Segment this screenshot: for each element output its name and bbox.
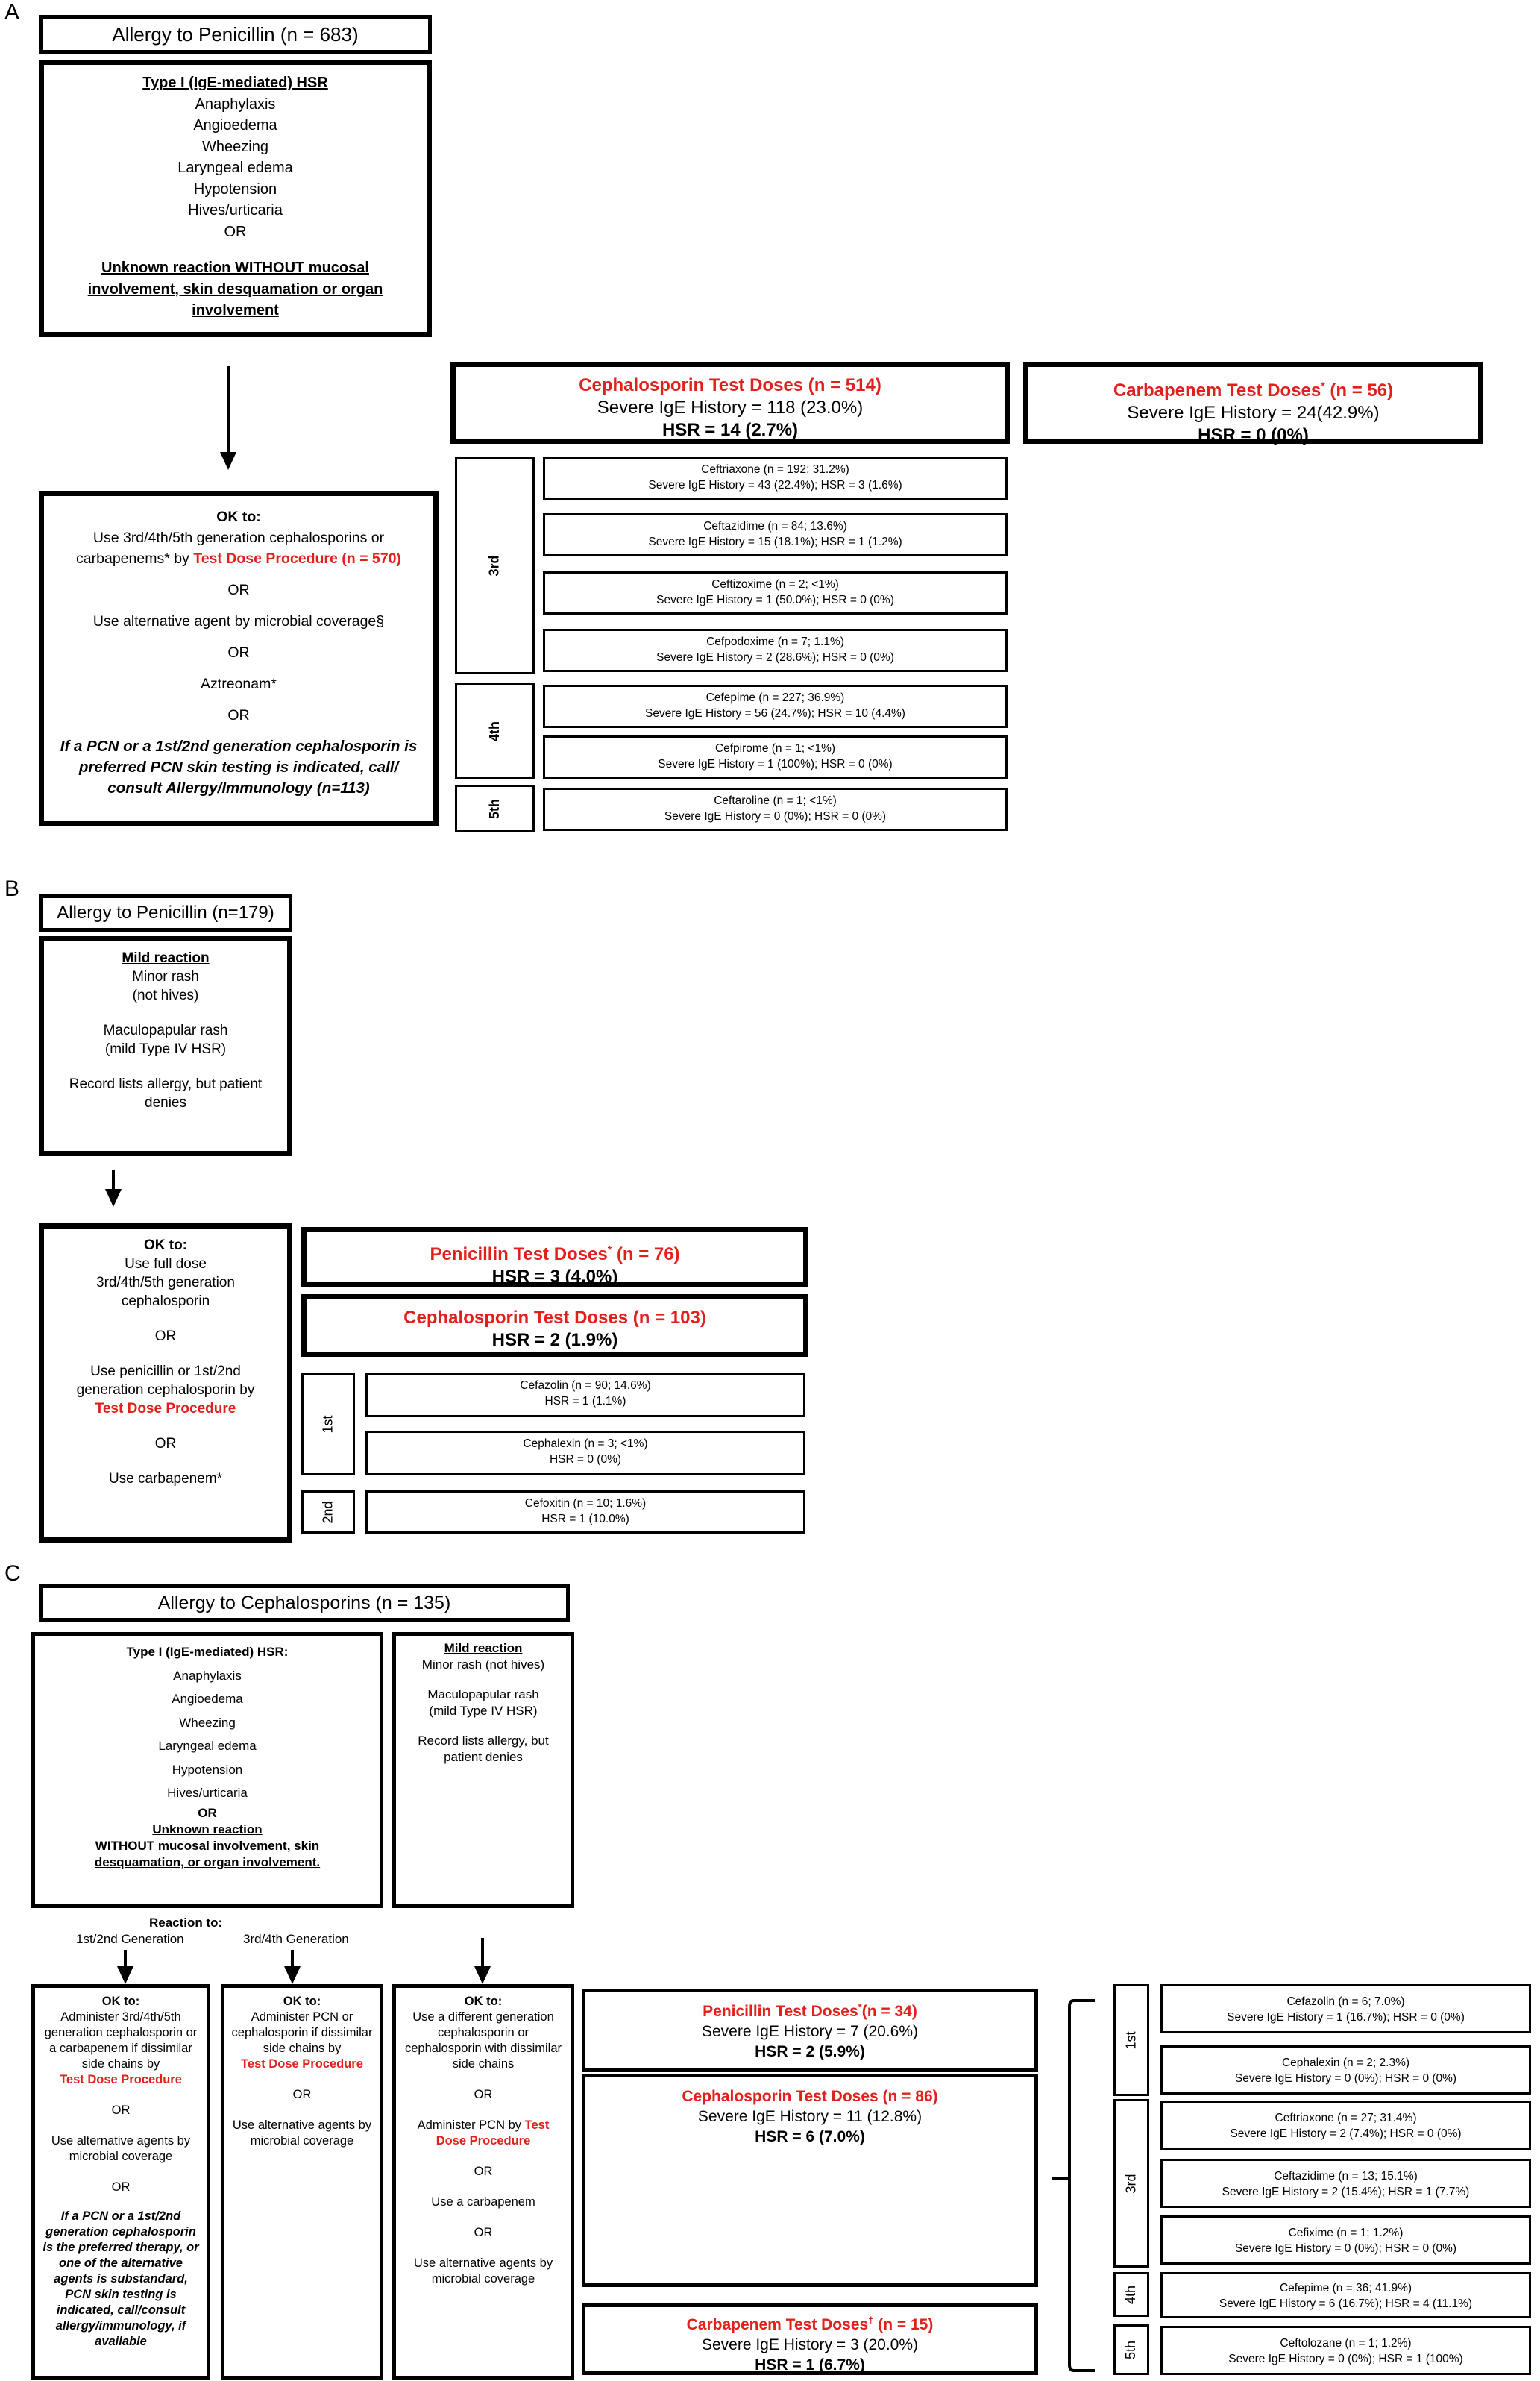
panel-c-ok3-heading: OK to: [464,1995,503,2008]
panel-b-drug-box: Cefoxitin (n = 10; 1.6%) HSR = 1 (10.0%) [365,1490,805,1534]
panel-c-type1-item: Hives/urticaria [167,1786,248,1800]
panel-c-reaction-to: Reaction to: [149,1916,223,1930]
panel-c-ok1-heading: OK to: [101,1995,140,2008]
panel-a-criteria-heading: Type I (IgE-mediated) HSR [142,75,328,91]
panel-a-ok-or: OR [227,582,250,598]
panel-c-ceph-history: Severe IgE History = 11 (12.8%) [697,2108,923,2125]
panel-a-drug-box: Ceftaroline (n = 1; <1%) Severe IgE History = 0 (0%); HSR = 0 (0%) [543,788,1008,831]
panel-c-drug-box: Ceftriaxone (n = 27; 31.4%) Severe IgE History = 2 (7.4%); HSR = 0 (0%) [1160,2101,1531,2150]
panel-a-drug-box: Ceftazidime (n = 84; 13.6%) Severe IgE History = 15 (18.1%); HSR = 1 (1.2%) [543,513,1008,556]
panel-c-arrow-line [481,1938,484,1968]
panel-c-gen34-label: 3rd/4th Generation [243,1932,349,1946]
panel-c-mild-line: (mild Type IV HSR) [429,1704,538,1718]
panel-c-ok3-test-dose: Test Dose Procedure [436,2118,550,2148]
panel-c-type1-or: OR [198,1805,217,1820]
panel-a-test-dose-procedure: Test Dose Procedure (n = 570) [193,550,401,567]
panel-c-arrow-line [291,1950,294,1968]
panel-a-drug-box: Cefpirome (n = 1; <1%) Severe IgE History = 1 (100%); HSR = 0 (0%) [543,735,1008,779]
panel-b-title-box [39,894,292,932]
panel-c-carb-hsr: HSR = 1 (6.7%) [755,2356,865,2374]
panel-a-criteria-item: Hypotension [193,181,277,198]
panel-c-ceph-box [582,2074,1038,2287]
panel-b-ok-line: 3rd/4th/5th generation [96,1275,235,1290]
panel-c-mild-box [392,1632,574,1908]
panel-c-ceph-hsr: HSR = 6 (7.0%) [755,2128,865,2145]
panel-a-gen-5th: 5th [455,785,535,832]
panel-a-criteria-item: Angioedema [193,117,277,134]
panel-c-ok3-text: Use a different generation cephalosporin or cephalosporin with dissimilar side chains [404,2010,562,2071]
panel-c-carb-history: Severe IgE History = 3 (20.0%) [701,2336,919,2353]
panel-a-drug-box: Cefepime (n = 227; 36.9%) Severe IgE History = 56 (24.7%); HSR = 10 (4.4%) [543,685,1008,728]
panel-c-gen-4th: 4th [1113,2272,1149,2317]
panel-a-carb-history: Severe IgE History = 24(42.9%) [1127,403,1380,423]
panel-c-type1-item: Hypotension [172,1762,243,1777]
panel-b-criteria-line: Minor rash [132,969,199,985]
panel-c-ok1-text: Administer 3rd/4th/5th generation cephalosporin or a carbapenem if dissimilar side chains by [44,2010,198,2071]
panel-c-drug-box: Ceftazidime (n = 13; 15.1%) Severe IgE History = 2 (15.4%); HSR = 1 (7.7%) [1160,2159,1531,2208]
panel-c-type1-item: Wheezing [179,1715,236,1730]
panel-b-criteria-line: Maculopapular rash [103,1023,228,1038]
panel-b-ok-line: Use full dose [125,1256,207,1272]
panel-c-type1-item: Angioedema [172,1692,243,1706]
panel-b-gen-2nd: 2nd [301,1490,355,1534]
panel-c-ok1-or: OR [111,2180,131,2194]
panel-b-drug-box: Cefazolin (n = 90; 14.6%) HSR = 1 (1.1%) [365,1373,805,1417]
panel-b-drug-box: Cephalexin (n = 3; <1%) HSR = 0 (0%) [365,1431,805,1475]
panel-c-mild-line: Minor rash (not hives) [421,1657,545,1672]
panel-a-carb-n: (n = 56) [1324,380,1394,401]
panel-c-pen-title-row [585,1997,1034,2021]
panel-b-criteria-line: Record lists allergy, but patient [69,1076,263,1092]
panel-c-ok1-ital: If a PCN or a 1st/2nd generation cephalosporin is the preferred therapy, or one of the alternative agents is substandard, PCN skin testing is indicated, call/consult allergy/immunology, if available [43,2209,199,2348]
panel-c-gen-1st: 1st [1113,1984,1149,2096]
panel-c-gen12-label: 1st/2nd Generation [76,1932,184,1946]
panel-c-ok2-heading: OK to: [283,1995,321,2008]
panel-a-title-box [39,15,432,54]
panel-c-ok3-box [392,1984,574,2380]
panel-c-ok1-or: OR [111,2104,131,2117]
panel-b-criteria-heading: Mild reaction [122,950,210,966]
panel-c-type1-item: Anaphylaxis [173,1668,242,1683]
panel-a-ok-line1 [59,527,418,569]
panel-c-mild-line: Maculopapular rash [427,1687,539,1701]
panel-b-test-dose-procedure: Test Dose Procedure [95,1401,236,1417]
panel-a-carb-title: Carbapenem Test Doses [1113,380,1321,401]
panel-a-gen-4th: 4th [455,683,535,779]
panel-a-carb-mark: * [1321,380,1325,392]
panel-a-gen-3rd: 3rd [455,457,535,674]
panel-c-unknown-line: WITHOUT mucosal involvement, skin [95,1838,320,1853]
panel-c-arrow-head [474,1966,491,1984]
panel-c-drug-box: Ceftolozane (n = 1; 1.2%) Severe IgE History = 0 (0%); HSR = 1 (100%) [1160,2326,1531,2375]
panel-c-bracket [1047,1999,1099,2372]
panel-c-ok3-or: OR [474,2088,493,2101]
panel-b-criteria-line: (not hives) [132,988,199,1003]
panel-c-ok2-text: Administer PCN or cephalosporin if dissimilar side chains by [231,2010,373,2055]
panel-b-ok-line: Use penicillin or 1st/2nd [90,1364,241,1379]
panel-b-pen-title-row [307,1238,803,1266]
panel-c-drug-box: Cefazolin (n = 6; 7.0%) Severe IgE History = 1 (16.7%); HSR = 0 (0%) [1160,1984,1531,2033]
panel-b-letter: B [4,876,20,901]
panel-b-ok-or: OR [154,1328,177,1344]
panel-c-mild-heading: Mild reaction [444,1641,523,1655]
panel-c-pen-history: Severe IgE History = 7 (20.6%) [701,2023,919,2040]
panel-b-ceph-hsr: HSR = 2 (1.9%) [491,1330,618,1350]
panel-a-criteria-box [39,60,432,337]
panel-b-pen-box [301,1227,808,1287]
panel-c-pen-n: (n = 34) [861,2003,917,2020]
panel-a-ok-line4: If a PCN or a 1st/2nd generation cephalosporin is preferred PCN skin testing is indicated, call/ consult Allergy/Immunology (n=113) [60,738,418,797]
panel-a-criteria-item: Wheezing [202,138,268,155]
panel-b-title: Allergy to Penicillin (n=179) [57,903,274,923]
panel-a-ok-or: OR [227,644,250,661]
panel-c-drug-box: Cephalexin (n = 2; 2.3%) Severe IgE History = 0 (0%); HSR = 0 (0%) [1160,2045,1531,2095]
panel-b-gen-1st: 1st [301,1373,355,1475]
panel-c-arrow-head [284,1966,301,1984]
panel-c-ok1-alt: Use alternative agents by microbial coverage [51,2134,191,2163]
panel-c-mild-line: patient denies [444,1750,523,1764]
panel-c-type1-heading: Type I (IgE-mediated) HSR: [126,1645,289,1659]
panel-b-ok-line: Use carbapenem* [108,1471,223,1487]
panel-c-letter: C [4,1561,21,1586]
panel-a-arrow-head [220,452,236,470]
panel-c-mild-line: Record lists allergy, but [418,1734,549,1748]
panel-a-carb-box [1023,362,1483,444]
panel-c-ok2-alt: Use alternative agents by microbial coverage [232,2118,372,2148]
panel-a-unknown-reaction: Unknown reaction WITHOUT mucosal involvement, skin desquamation or organ involvement [87,260,383,319]
panel-a-title: Allergy to Penicillin (n = 683) [112,23,359,46]
panel-c-pen-hsr: HSR = 2 (5.9%) [755,2043,865,2060]
panel-c-arrow-line [124,1950,127,1968]
panel-b-ok-or: OR [154,1436,177,1452]
panel-a-ok-box [39,491,439,826]
panel-b-criteria-box [39,936,292,1156]
panel-b-criteria-line: (mild Type IV HSR) [104,1041,227,1057]
panel-c-ok2-or: OR [292,2088,312,2101]
panel-c-drug-box: Cefepime (n = 36; 41.9%) Severe IgE History = 6 (16.7%); HSR = 4 (11.1%) [1160,2272,1531,2318]
panel-c-type1-box [31,1632,383,1908]
panel-c-pen-box [582,1989,1038,2072]
panel-b-ceph-box [301,1294,808,1357]
panel-b-ceph-title: Cephalosporin Test Doses (n = 103) [403,1308,706,1328]
panel-c-ok3-or: OR [474,2226,493,2239]
panel-c-ok2-test-dose: Test Dose Procedure [241,2057,363,2071]
panel-c-carb-title: Carbapenem Test Doses [686,2316,869,2333]
panel-c-ok2-box [221,1984,383,2380]
panel-a-ceph-box [450,362,1010,444]
panel-b-ok-line: generation cephalosporin by [76,1382,255,1398]
panel-a-ok-heading: OK to: [216,509,261,525]
panel-c-gen-5th: 5th [1113,2324,1149,2375]
panel-c-carb-n: (n = 15) [873,2316,934,2333]
panel-c-ok3-alt: Use alternative agents by microbial coverage [413,2256,553,2286]
panel-a-arrow-line [227,366,230,455]
panel-b-ok-heading: OK to: [143,1237,188,1253]
panel-c-arrow-head [117,1966,133,1984]
panel-c-gen-3rd: 3rd [1113,2099,1149,2268]
panel-b-ok-box [39,1223,292,1543]
panel-a-letter: A [4,0,20,25]
panel-a-ok-line2: Use alternative agent by microbial coverage§ [92,613,385,630]
panel-a-criteria-or: OR [224,223,247,240]
panel-b-pen-mark: * [607,1243,612,1255]
panel-c-ok3-carb: Use a carbapenem [431,2195,535,2209]
panel-a-ceph-hsr: HSR = 14 (2.7%) [661,420,799,440]
panel-c-ceph-title: Cephalosporin Test Doses (n = 86) [682,2088,938,2105]
panel-a-criteria-item: Hives/urticaria [188,202,283,219]
panel-c-ok3-pcn: Administer PCN by [417,2118,522,2132]
panel-b-pen-hsr: HSR = 3 (4.0%) [491,1267,618,1287]
panel-c-carb-box [582,2303,1038,2375]
panel-a-ok-line1-text: Use 3rd/4th/5th generation cephalosporins or carbapenems* by [76,530,385,567]
panel-a-ok-or: OR [227,707,250,724]
panel-c-title-box [39,1584,570,1622]
panel-c-carb-title-row [585,2310,1034,2335]
panel-b-arrow-head [105,1189,122,1207]
panel-a-drug-box: Cefpodoxime (n = 7; 1.1%) Severe IgE History = 2 (28.6%); HSR = 0 (0%) [543,629,1008,672]
panel-a-ceph-title: Cephalosporin Test Doses (n = 514) [579,375,881,395]
panel-b-pen-title: Penicillin Test Doses [430,1244,608,1264]
panel-a-ceph-history: Severe IgE History = 118 (23.0%) [597,398,864,418]
panel-a-carb-hsr: HSR = 0 (0%) [1198,425,1309,445]
panel-a-criteria-item: Anaphylaxis [195,95,276,113]
panel-c-unknown-heading: Unknown reaction [152,1822,263,1836]
panel-a-drug-box: Ceftizoxime (n = 2; <1%) Severe IgE History = 1 (50.0%); HSR = 0 (0%) [543,571,1008,615]
panel-c-pen-title: Penicillin Test Doses [703,2003,858,2020]
panel-a-criteria-item: Laryngeal edema [177,160,293,176]
panel-b-criteria-line: denies [145,1095,186,1111]
panel-c-ok3-or: OR [474,2165,493,2178]
panel-a-carb-title-row [1028,374,1478,402]
panel-c-unknown-line: desquamation, or organ involvement. [94,1854,321,1869]
panel-b-pen-n: (n = 76) [612,1244,680,1264]
panel-a-drug-box: Ceftriaxone (n = 192; 31.2%) Severe IgE History = 43 (22.4%); HSR = 3 (1.6%) [543,457,1008,500]
panel-b-ok-line: cephalosporin [121,1293,210,1309]
panel-c-ok3-pcn-row [402,2118,565,2149]
panel-c-type1-item: Laryngeal edema [158,1739,257,1753]
panel-c-drug-box: Cefixime (n = 1; 1.2%) Severe IgE History = 0 (0%); HSR = 0 (0%) [1160,2215,1531,2265]
panel-c-carb-mark: † [868,2315,874,2326]
panel-c-title: Allergy to Cephalosporins (n = 135) [157,1593,451,1613]
panel-a-ok-line3: Aztreonam* [201,676,277,692]
panel-c-ok1-test-dose: Test Dose Procedure [60,2073,182,2086]
panel-c-pen-mark: * [858,2001,862,2013]
panel-c-ok1-box [31,1984,210,2380]
